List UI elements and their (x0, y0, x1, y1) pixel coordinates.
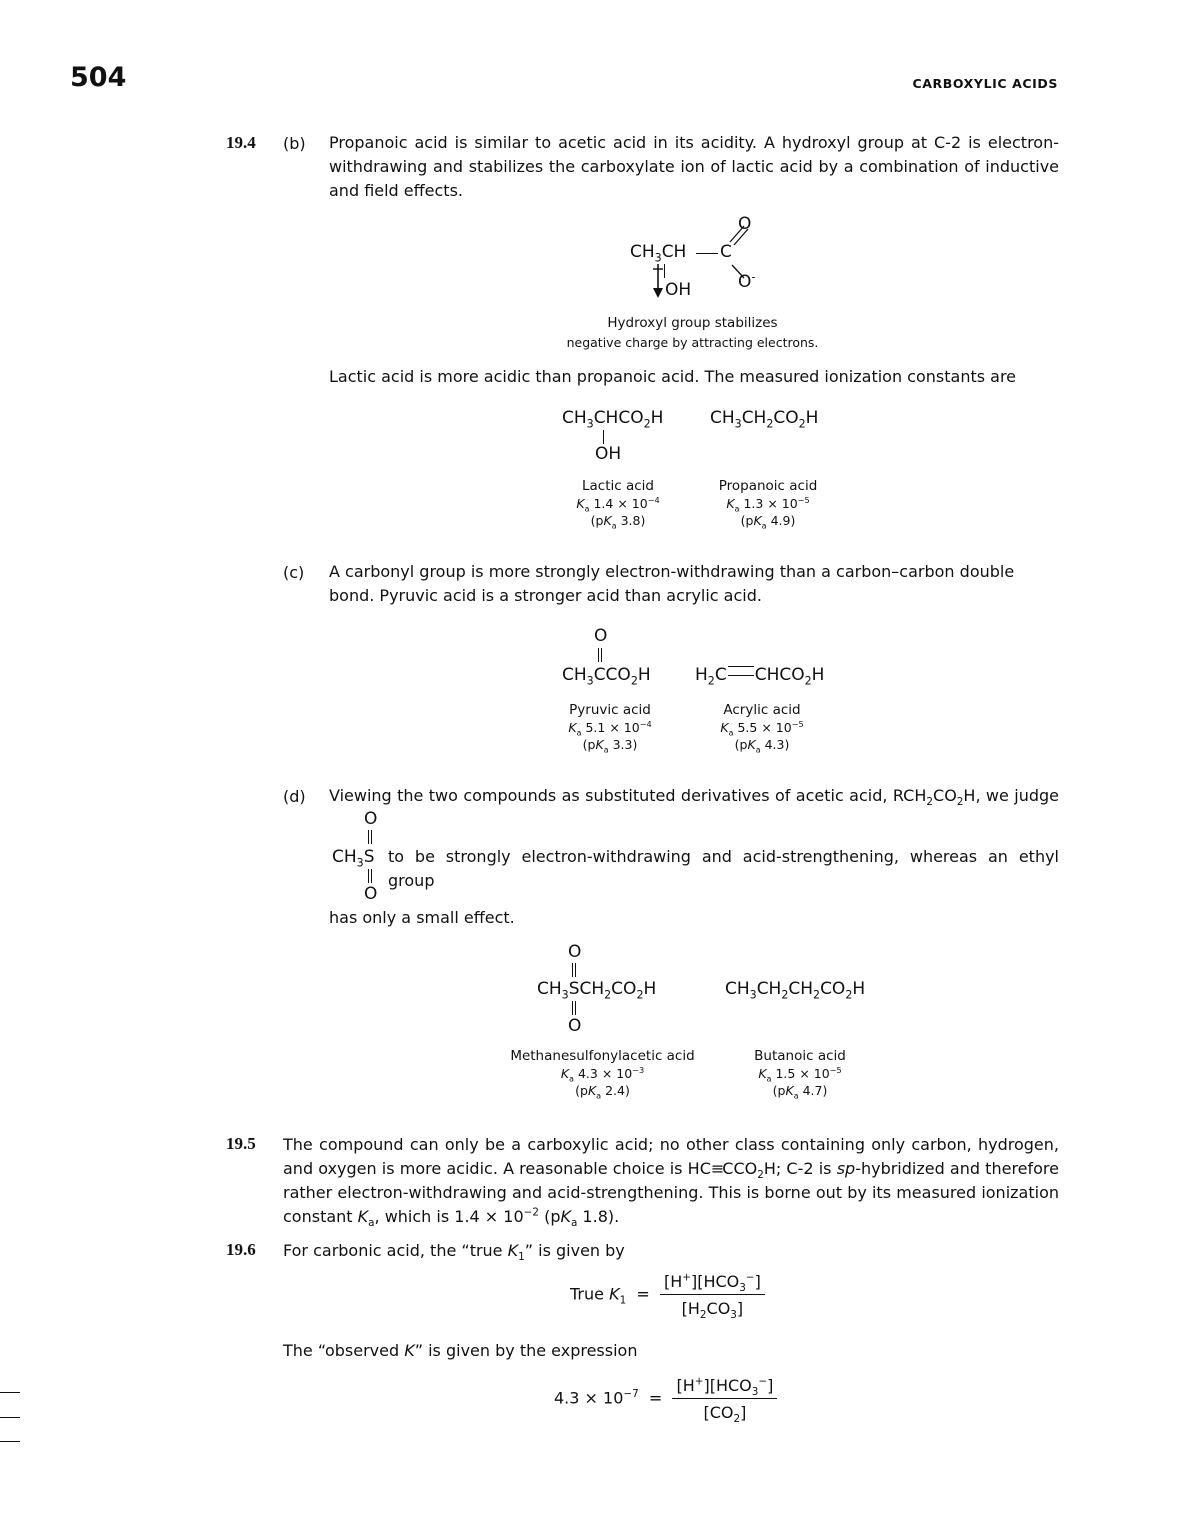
margin-mark-1 (0, 1392, 20, 1393)
pyruvic-carbonyl-bond (598, 648, 602, 662)
propanoic-acid-data: Propanoic acid $K_a$ $1.3 \times 10^{-5}$ ($pK_a$ 4.9) (718, 478, 818, 531)
equation-true-k1-fraction: $\frac{[H^+][HCO_3^-]}{[H_2CO_3]}$ (660, 1272, 765, 1318)
sulfonyl-top-oxygen: O (364, 809, 378, 829)
lactic-oh: OH (595, 444, 622, 464)
margin-mark-2 (0, 1417, 20, 1418)
methanesulfonyl-top-oxygen: O (568, 942, 582, 962)
methanesulfonyl-top-bond (572, 963, 576, 977)
dipole-arrow (651, 262, 665, 300)
lactic-oh-bond (603, 430, 604, 444)
pyruvic-acid-formula: $CH_3CCO_2H$ (562, 665, 651, 688)
anionic-oxygen: O- (738, 270, 756, 292)
sulfonyl-bottom-bond (368, 869, 372, 883)
methylsulfonyl-group: $CH_3S$ (332, 847, 375, 870)
lactate-structure (560, 210, 800, 310)
lactic-acid-formula: $CH_3CHCO_2H$ (562, 408, 664, 431)
sulfonyl-top-bond (368, 830, 372, 844)
pyruvic-oxygen: O (594, 626, 608, 646)
equation-observed-k-fraction: $\frac{[H^+][HCO_3^-]}{[CO_2]}$ (672, 1376, 777, 1422)
part-b-text: Propanoic acid is similar to acetic acid in its acidity. A hydroxyl group at C-2 is electron-withdrawing and stabilizes the carboxylate ion of lactic acid by a combination of inductive and field effects. (329, 133, 1059, 200)
observed-k-intro: The “observed K” is given by the expression (283, 1341, 638, 1360)
propanoic-acid-formula: $CH_3CH_2CO_2H$ (710, 408, 819, 431)
carbonyl-oxygen: O (738, 214, 752, 234)
methanesulfonyl-bottom-bond (572, 1001, 576, 1015)
equation-true-k1: True $K_1$ = $\frac{[H^+][HCO_3^-]}{[H_2CO_3]}$ (570, 1272, 765, 1318)
lactic-comparison-text: Lactic acid is more acidic than propanoic acid. The measured ionization constants are (329, 367, 1017, 386)
butanoic-acid-data: Butanoic acid $K_a$ $1.5 \times 10^{-5}$ ($pK_a$ 4.7) (754, 1048, 846, 1101)
methanesulfonyl-bottom-oxygen: O (568, 1016, 582, 1036)
sulfonyl-bottom-oxygen: O (364, 884, 378, 904)
methanesulfonylacetic-acid-formula: $CH_3SCH_2CO_2H$ (537, 979, 657, 1002)
hydroxyl-group: OH (665, 280, 692, 300)
part-d-text-line1: Viewing the two compounds as substituted derivatives of acetic acid, $RCH_2CO_2H$, we judge (329, 786, 1059, 809)
problem-number-19-5: 19.5 (226, 1134, 256, 1153)
problem-19-5-text: The compound can only be a carboxylic acid; no other class containing only carbon, hydrogen, and oxygen is more acidic. A reasonable choice is $HC\equiv CCO_2H$; C-2 is sp-hybridized and therefore rather electron-withdrawing and acid-strengthening. This is borne out by its measured ionization constant $K_a$, which is $1.4 \times 10^{-2}$ ($pK_a$ 1.8). (283, 1135, 1060, 1230)
acrylic-acid-data: Acrylic acid $K_a$ $5.5 \times 10^{-5}$ ($pK_a$ 4.3) (720, 702, 804, 755)
margin-mark-3 (0, 1441, 20, 1442)
structure-caption: Hydroxyl group stabilizes negative charge by attracting electrons. (566, 315, 819, 350)
part-d-text-line3: has only a small effect. (329, 908, 515, 927)
c-c-bond (696, 253, 718, 254)
pyruvic-acid-data: Pyruvic acid $K_a$ $5.1 \times 10^{-4}$ ($pK_a$ 3.3) (568, 702, 652, 755)
part-c-label: (c) (283, 563, 305, 582)
methanesulfonylacetic-acid-data: Methanesulfonylacetic acid $K_a$ $4.3 \times 10^{-3}$ ($pK_a$ 2.4) (510, 1048, 695, 1101)
part-c-text: A carbonyl group is more strongly electron-withdrawing than a carbon–carbon double bond. Pyruvic acid is a stronger acid than acrylic acid. (329, 562, 1015, 605)
problem-19-6-intro: For carbonic acid, the “true $K_1$” is given by (283, 1241, 625, 1264)
carboxyl-carbon: C (720, 242, 732, 262)
lactic-acid-data: Lactic acid $K_a$ $1.4 \times 10^{-4}$ ($pK_a$ 3.8) (576, 478, 660, 531)
equation-observed-k: $4.3 \times 10^{-7}$ = $\frac{[H^+][HCO_3^-]}{[CO_2]}$ (554, 1376, 777, 1422)
page-number: 504 (70, 62, 127, 93)
problem-number-19-4: 19.4 (226, 133, 256, 152)
running-head: CARBOXYLIC ACIDS (912, 76, 1058, 91)
butanoic-acid-formula: $CH_3CH_2CH_2CO_2H$ (725, 979, 866, 1002)
part-d-text-line2: to be strongly electron-withdrawing and acid-strengthening, whereas an ethyl group (388, 847, 1059, 890)
part-d-label: (d) (283, 787, 306, 806)
problem-number-19-6: 19.6 (226, 1240, 256, 1259)
structure-formula: $CH_3CH$ (630, 242, 687, 265)
acrylic-acid-formula: $H_2C$ $CHCO_2H$ (695, 665, 825, 688)
part-b-label: (b) (283, 134, 306, 153)
